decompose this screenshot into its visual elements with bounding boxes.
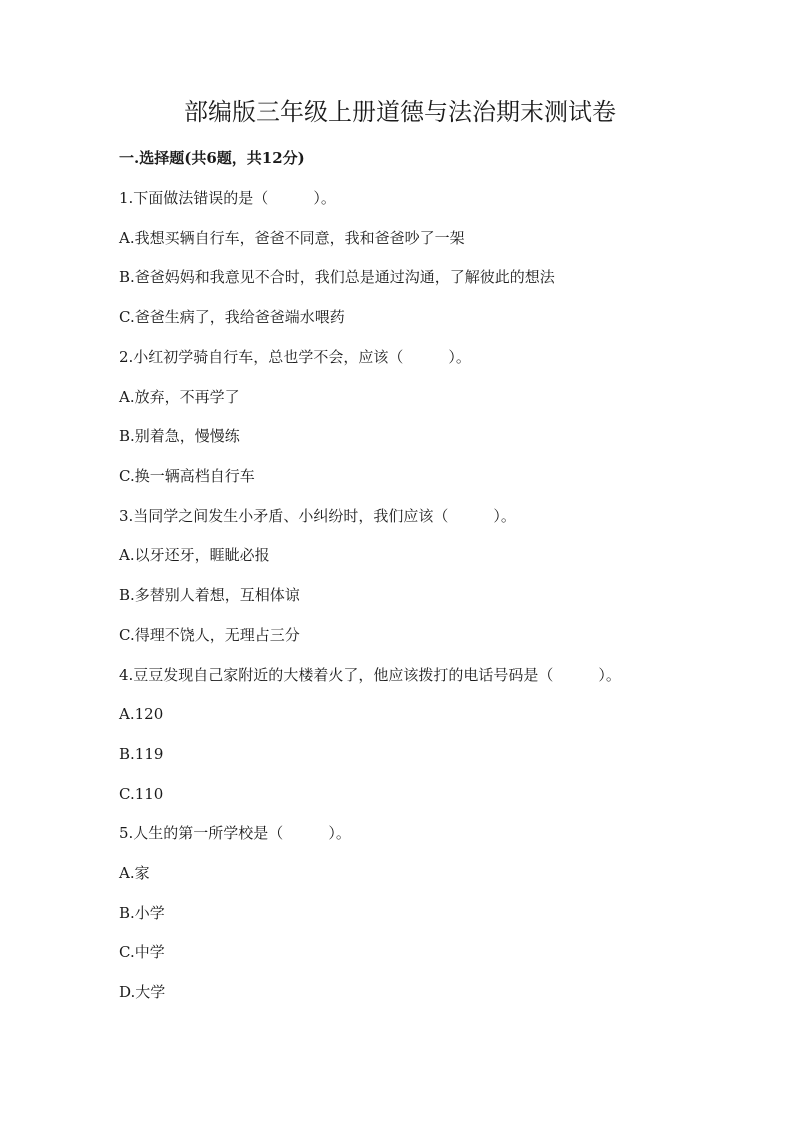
question-5-option-a: A.家 (119, 864, 150, 882)
section-heading: 一.选择题(共6题，共12分) (119, 149, 305, 167)
question-1-option-b: B.爸爸妈妈和我意见不合时，我们总是通过沟通，了解彼此的想法 (119, 268, 555, 286)
question-3-option-c: C.得理不饶人，无理占三分 (119, 626, 300, 644)
question-3-stem: 3.当同学之间发生小矛盾、小纠纷时，我们应该（ ）。 (119, 507, 516, 525)
question-4-option-a: A.120 (119, 705, 164, 723)
question-4-option-c: C.110 (119, 785, 164, 803)
question-1-stem: 1.下面做法错误的是（ ）。 (119, 189, 336, 207)
question-3-option-a: A.以牙还牙，睚眦必报 (119, 546, 270, 564)
question-2-option-a: A.放弃，不再学了 (119, 388, 240, 406)
question-5-stem: 5.人生的第一所学校是（ ）。 (119, 824, 351, 842)
question-5-option-d: D.大学 (119, 983, 166, 1001)
question-3-option-b: B.多替别人着想，互相体谅 (119, 586, 300, 604)
question-5-option-c: C.中学 (119, 943, 165, 961)
question-2-option-c: C.换一辆高档自行车 (119, 467, 255, 485)
question-1-option-c: C.爸爸生病了，我给爸爸端水喂药 (119, 308, 345, 326)
question-4-option-b: B.119 (119, 745, 164, 763)
question-1-option-a: A.我想买辆自行车，爸爸不同意，我和爸爸吵了一架 (119, 229, 465, 247)
question-5-option-b: B.小学 (119, 904, 165, 922)
question-2-option-b: B.别着急，慢慢练 (119, 427, 240, 445)
question-4-stem: 4.豆豆发现自己家附近的大楼着火了，他应该拨打的电话号码是（ ）。 (119, 666, 621, 684)
page-title: 部编版三年级上册道德与法治期末测试卷 (184, 98, 616, 126)
question-2-stem: 2.小红初学骑自行车，总也学不会，应该（ ）。 (119, 348, 471, 366)
